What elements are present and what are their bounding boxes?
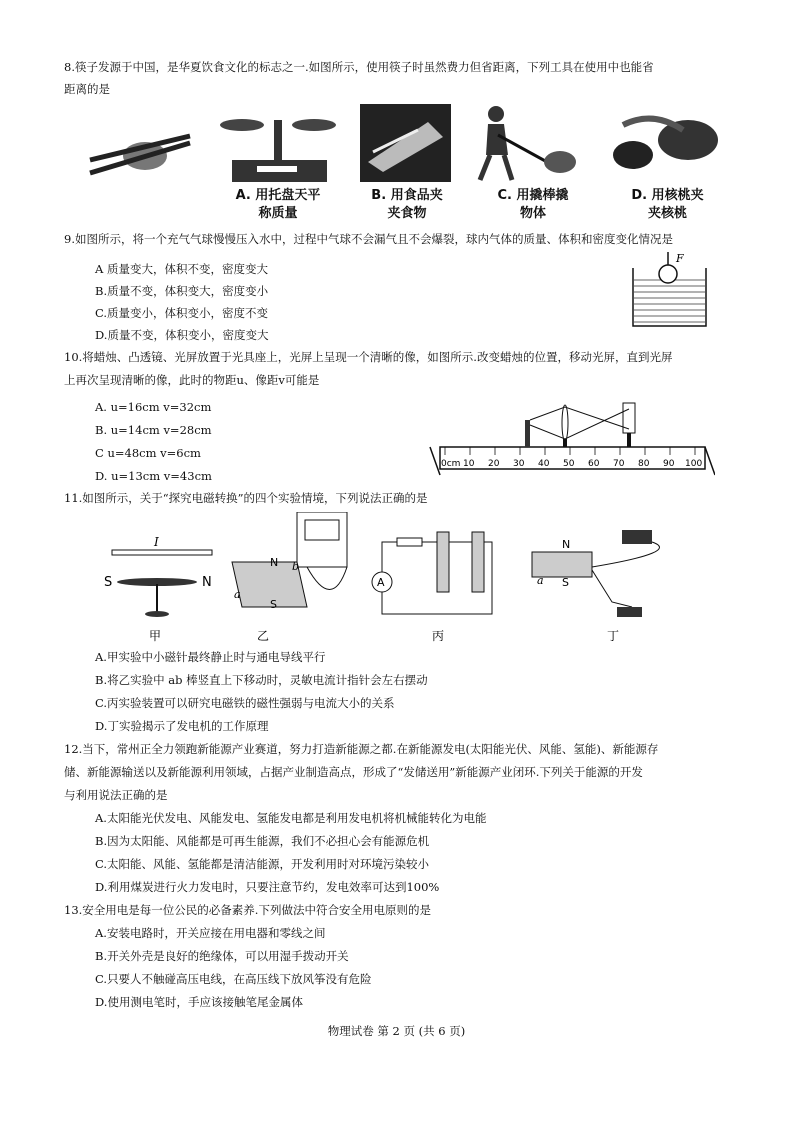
ruler-label-30: 30 — [513, 459, 525, 469]
svg-text:S: S — [270, 598, 277, 611]
q9-option-a: A 质量变大，体积不变，密度变大 — [95, 262, 268, 276]
q11-option-c: C.丙实验装置可以研究电磁铁的磁性强弱与电流大小的关系 — [95, 696, 395, 710]
ruler-label-40: 40 — [538, 459, 550, 469]
ruler-label-80: 80 — [638, 459, 650, 469]
q8-caption-a: A. 用托盘天平 称质量 — [235, 188, 321, 221]
q8-stem-line2: 距离的是 — [64, 82, 110, 96]
q13-option-a: A.安装电路时，开关应接在用电器和零线之间 — [95, 926, 326, 940]
page-footer: 物理试卷 第 2 页 (共 6 页) — [327, 1024, 466, 1038]
q8-caption-c: C. 用撬棒撬 物体 — [497, 188, 569, 221]
q12-stem-line2: 储、新能源输送以及新能源利用领域，占据产业制造高点，形成了“发储送用”新能源产业闭环.下列关于能源的开发 — [64, 765, 643, 779]
q9-stem: 9.如图所示，将一个充气气球慢慢压入水中，过程中气球不会漏气且不会爆裂，球内气体的质量、体积和密度变化情况是 — [64, 232, 673, 246]
svg-text:N: N — [202, 575, 212, 590]
q10-stem-line1: 10.将蜡烛、凸透镜、光屏放置于光具座上，光屏上呈现一个清晰的像，如图所示.改变蜡烛的位置，移动光屏，直到光屏 — [64, 350, 673, 364]
chopsticks-figure — [85, 118, 195, 188]
svg-text:a: a — [537, 574, 544, 587]
svg-text:N: N — [270, 556, 279, 569]
q11-option-a: A.甲实验中小磁针最终静止时与通电导线平行 — [95, 650, 326, 664]
q12-option-b: B.因为太阳能、风能都是可再生能源，我们不必担心会有能源危机 — [95, 834, 430, 848]
q10-option-a: A. u=16cm v=32cm — [95, 400, 212, 414]
ruler-label-70: 70 — [613, 459, 625, 469]
q12-option-d: D.利用煤炭进行火力发电时，只要注意节约，发电效率可达到100% — [95, 880, 440, 894]
q13-option-d: D.使用测电笔时，手应该接触笔尾金属体 — [95, 995, 303, 1009]
label-jia: 甲 — [149, 629, 162, 642]
q10-option-b: B. u=14cm v=28cm — [95, 423, 212, 437]
svg-text:S: S — [104, 575, 113, 590]
optical-bench-figure — [425, 395, 715, 480]
balance-figure — [212, 100, 342, 185]
q13-option-b: B.开关外壳是良好的绝缘体，可以用湿手拨动开关 — [95, 949, 349, 963]
nutcracker-figure — [603, 100, 723, 185]
q8-stem-line1: 8.筷子发源于中国，是华夏饮食文化的标志之一.如图所示，使用筷子时虽然费力但省距离，下列工具在使用中也能省 — [64, 60, 654, 74]
figure-jia — [104, 535, 212, 642]
ruler-label-0: 0cm — [441, 459, 461, 469]
q13-option-c: C.只要人不触碰高压电线，在高压线下放风筝没有危险 — [95, 972, 372, 986]
q12-stem-line3: 与利用说法正确的是 — [64, 788, 168, 802]
figure-ding — [532, 530, 660, 642]
force-label: F — [676, 252, 684, 265]
q9-option-d: D.质量不变，体积变小，密度变大 — [95, 328, 269, 342]
lens — [562, 405, 568, 441]
ruler-label-20: 20 — [488, 459, 500, 469]
q10-stem-line2: 上再次呈现清晰的像，此时的物距u、像距v可能是 — [64, 373, 320, 387]
candle — [525, 420, 530, 447]
electromagnetism-figures — [92, 512, 712, 642]
svg-text:N: N — [562, 538, 571, 551]
ruler-label-100: 100 — [685, 459, 703, 469]
q8-caption-b: B. 用食品夹 夹食物 — [371, 188, 443, 221]
q10-option-d: D. u=13cm v=43cm — [95, 469, 212, 483]
crowbar-figure — [468, 100, 583, 185]
q13-stem: 13.安全用电是每一位公民的必备素养.下列做法中符合安全用电原则的是 — [64, 903, 431, 917]
figure-yi — [232, 512, 347, 642]
svg-text:a: a — [234, 588, 241, 601]
q12-option-c: C.太阳能、风能、氢能都是清洁能源，开发利用时对环境污染较小 — [95, 857, 430, 871]
q10-option-c: C u=48cm v=6cm — [95, 446, 201, 460]
svg-text:S: S — [562, 576, 569, 589]
food-tongs-figure — [358, 102, 453, 184]
q11-option-b: B.将乙实验中 ab 棒竖直上下移动时，灵敏电流计指针会左右摆动 — [95, 673, 428, 687]
q11-stem: 11.如图所示，关于“探究电磁转换”的四个实验情境，下列说法正确的是 — [64, 491, 428, 505]
q12-option-a: A.太阳能光伏发电、风能发电、氢能发电都是利用发电机将机械能转化为电能 — [95, 811, 487, 825]
label-bing: 丙 — [432, 629, 445, 642]
q9-option-c: C.质量变小，体积变小，密度不变 — [95, 306, 269, 320]
q9-option-b: B.质量不变，体积变大，密度变小 — [95, 284, 269, 298]
svg-text:b: b — [292, 560, 300, 573]
q12-stem-line1: 12.当下，常州正全力领跑新能源产业赛道，努力打造新能源之都.在新能源发电(太阳能光伏、风能、氢能)、新能源存 — [64, 742, 659, 756]
balloon-water-figure — [628, 250, 713, 330]
ruler-label-10: 10 — [463, 459, 475, 469]
ruler-label-90: 90 — [663, 459, 675, 469]
q11-option-d: D.丁实验揭示了发电机的工作原理 — [95, 719, 269, 733]
label-ding: 丁 — [607, 629, 620, 642]
svg-text:I: I — [154, 535, 159, 549]
figure-bing — [372, 532, 492, 642]
label-yi: 乙 — [257, 629, 270, 642]
svg-text:A: A — [377, 576, 385, 589]
q8-caption-d: D. 用核桃夹 夹核桃 — [631, 188, 704, 221]
ruler-label-60: 60 — [588, 459, 600, 469]
ruler-label-50: 50 — [563, 459, 575, 469]
